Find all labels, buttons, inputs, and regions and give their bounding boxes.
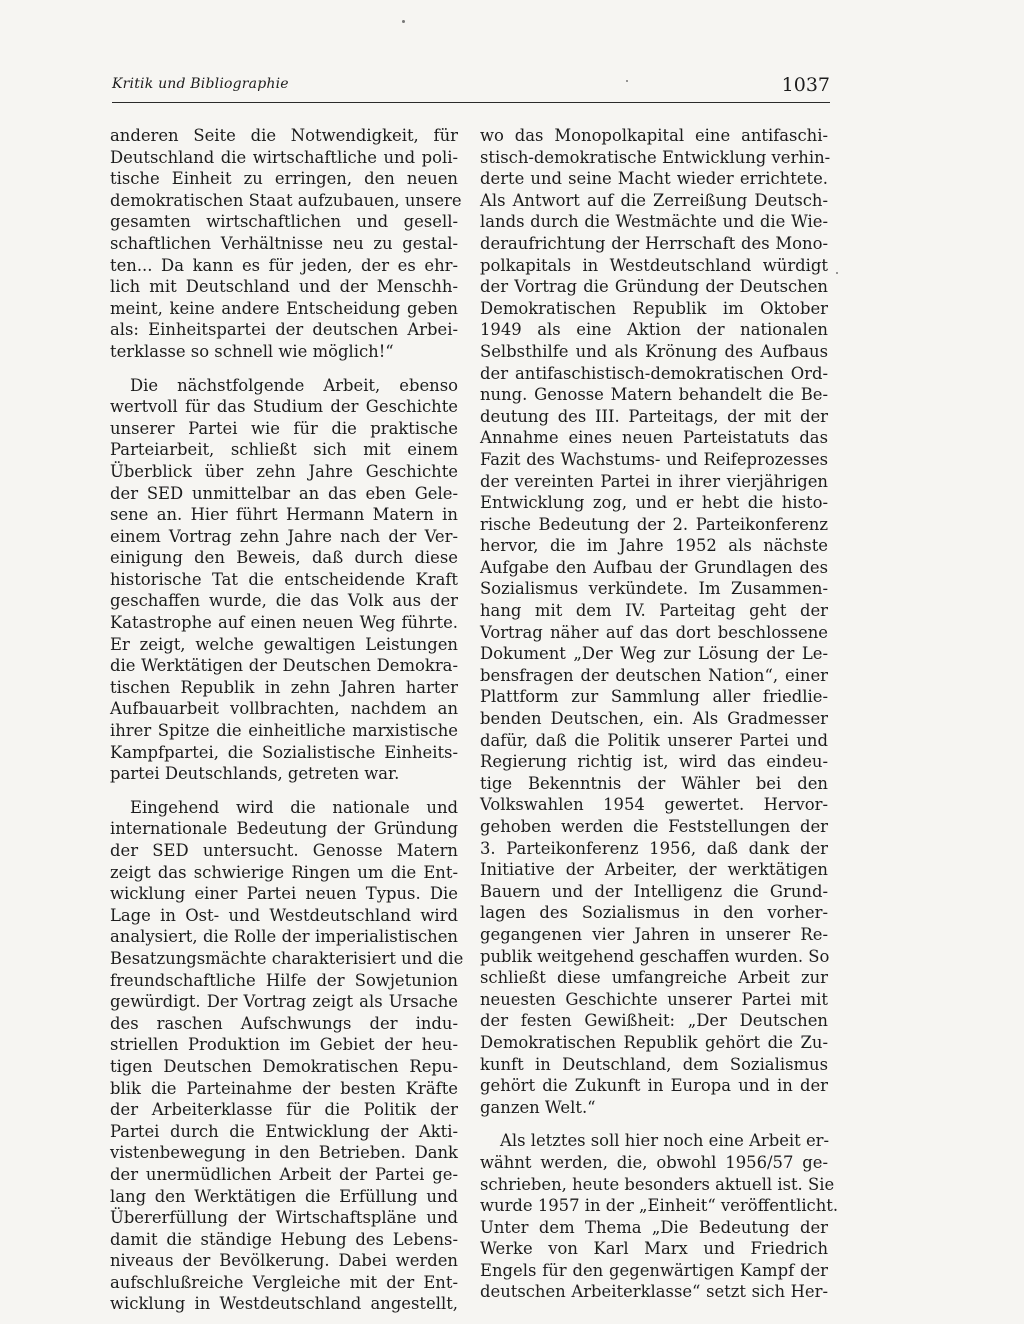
- text-line: gehört die Zukunft in Europa und in der: [480, 1076, 828, 1096]
- running-title: Kritik und Bibliographie: [112, 76, 289, 92]
- text-line: tigen Deutschen Demokratischen Repu-: [110, 1056, 458, 1076]
- text-line: gehoben werden die Feststellungen der: [480, 817, 828, 836]
- text-line: Werke von Karl Marx und Friedrich: [480, 1239, 828, 1259]
- text-line: tige Bekenntnis der Wähler bei den: [480, 773, 828, 793]
- page-number: 1037: [781, 74, 830, 96]
- text-line: internationale Bedeutung der Gründung: [110, 819, 458, 839]
- text-line: Lage in Ost- und Westdeutschland wird: [110, 905, 458, 925]
- text-line: hervor, die im Jahre 1952 als nächste: [480, 536, 828, 556]
- text-line: 3. Parteikonferenz 1956, daß dank der: [480, 838, 828, 858]
- text-line: aufschlußreiche Vergleiche mit der Ent-: [110, 1272, 458, 1292]
- text-line: lich mit Deutschland und der Menschh-: [110, 277, 458, 297]
- text-line: Parteiarbeit, schließt sich mit einem: [110, 440, 458, 460]
- text-line: damit die ständige Hebung des Lebens-: [110, 1229, 458, 1249]
- text-line: Aufbauarbeit vollbrachten, nachdem an: [110, 699, 458, 719]
- text-line: deutschen Arbeiterklasse“ setzt sich Her-: [480, 1282, 828, 1302]
- text-line: blik die Parteinahme der besten Kräfte: [110, 1078, 458, 1098]
- text-line: polkapitals in Westdeutschland würdigt: [480, 255, 828, 275]
- text-line: gewürdigt. Der Vortrag zeigt als Ursache: [110, 992, 458, 1012]
- text-line: der SED unmittelbar an das eben Gele-: [110, 483, 458, 503]
- text-line: geschaffen wurde, die das Volk aus der: [110, 591, 458, 611]
- text-line: meint, keine andere Entscheidung geben: [110, 298, 458, 318]
- text-line: Die nächstfolgende Arbeit, ebenso: [130, 375, 458, 395]
- text-line: nung. Genosse Matern behandelt die Be-: [480, 385, 828, 405]
- text-line: einigung den Beweis, daß durch diese: [110, 548, 458, 568]
- text-line: schaftlichen Verhältnisse neu zu gestal-: [110, 233, 458, 253]
- text-line: der vereinten Partei in ihrer vierjährigen: [480, 471, 828, 491]
- text-line: tische Einheit zu erringen, den neuen: [110, 169, 458, 189]
- text-line: Initiative der Arbeiter, der werktätigen: [480, 860, 828, 880]
- text-line: anderen Seite die Notwendigkeit, für: [110, 126, 458, 145]
- text-line: Vortrag näher auf das dort beschlossene: [480, 622, 828, 642]
- text-line: lands durch die Westmächte und die Wie-: [480, 212, 828, 232]
- text-line: unserer Partei wie für die praktische: [110, 418, 458, 438]
- text-line: Plattform zur Sammlung aller friedlie-: [480, 687, 828, 707]
- text-line: als: Einheitspartei der deutschen Arbei-: [110, 320, 458, 340]
- scan-speck: [836, 272, 838, 274]
- text-line: Demokratischen Republik gehört die Zu-: [480, 1032, 828, 1052]
- text-line: schließt diese umfangreiche Arbeit zur: [480, 968, 828, 988]
- text-line: deutung des III. Parteitags, der mit der: [480, 406, 828, 426]
- text-line: Übererfüllung der Wirtschaftspläne und: [110, 1208, 458, 1228]
- text-line: wo das Monopolkapital eine antifaschi-: [480, 126, 828, 145]
- text-line: gegangenen vier Jahren in unserer Re-: [480, 924, 828, 944]
- paragraph-gap: [110, 785, 458, 797]
- text-line: des raschen Aufschwungs der indu-: [110, 1013, 458, 1033]
- scan-speck: [626, 80, 628, 82]
- text-line: wähnt werden, die, obwohl 1956/57 ge-: [480, 1152, 828, 1172]
- text-line: der unermüdlichen Arbeit der Partei ge-: [110, 1164, 458, 1184]
- paragraph-gap: [110, 363, 458, 375]
- text-line: Als Antwort auf die Zerreißung Deutsch-: [480, 190, 828, 210]
- text-line: vistenbewegung in den Betrieben. Dank: [110, 1143, 458, 1163]
- text-line: Katastrophe auf einen neuen Weg führte.: [110, 613, 458, 633]
- text-line: Aufgabe den Aufbau der Grundlagen des: [480, 557, 828, 577]
- text-line: Fazit des Wachstums- und Reifeprozesses: [480, 449, 828, 469]
- text-line: wertvoll für das Studium der Geschichte: [110, 397, 458, 417]
- text-line: lang den Werktätigen die Erfüllung und: [110, 1186, 458, 1206]
- text-line: hang mit dem IV. Parteitag geht der: [480, 601, 828, 621]
- page-header: [112, 74, 830, 100]
- text-line: bensfragen der deutschen Nation“, einer: [480, 665, 828, 685]
- text-line: Sozialismus verkündete. Im Zusammen-: [480, 579, 828, 599]
- text-line: Überblick über zehn Jahre Geschichte: [110, 461, 458, 481]
- text-line: einem Vortrag zehn Jahre nach der Ver-: [110, 526, 458, 546]
- text-line: zeigt das schwierige Ringen um die Ent-: [110, 862, 458, 882]
- text-line: freundschaftliche Hilfe der Sowjetunion: [110, 970, 458, 990]
- text-line: analysiert, die Rolle der imperialistischen: [110, 927, 458, 947]
- scan-speck: [402, 20, 405, 23]
- text-line: terklasse so schnell wie möglich!“: [110, 341, 394, 361]
- text-line: der festen Gewißheit: „Der Deutschen: [480, 1011, 828, 1031]
- text-line: ganzen Welt.“: [480, 1097, 596, 1117]
- text-line: Demokratischen Republik im Oktober: [480, 298, 828, 318]
- text-column-left: [110, 125, 464, 1315]
- text-line: dafür, daß die Politik unserer Partei und: [480, 730, 828, 750]
- text-line: gesamten wirtschaftlichen und gesell-: [110, 212, 458, 232]
- text-line: sene an. Hier führt Hermann Matern in: [110, 505, 458, 525]
- text-line: Entwicklung zog, und er hebt die histo-: [480, 493, 828, 513]
- text-line: der antifaschistisch-demokratischen Ord-: [480, 363, 828, 383]
- text-line: tischen Republik in zehn Jahren harter: [110, 677, 458, 697]
- text-line: wurde 1957 in der „Einheit“ veröffentlicht.: [480, 1196, 839, 1216]
- text-line: historische Tat die entscheidende Kraft: [110, 569, 458, 589]
- text-line: kunft in Deutschland, dem Sozialismus: [480, 1054, 828, 1074]
- text-line: Regierung richtig ist, wird das eindeu-: [480, 752, 828, 772]
- text-line: neuesten Geschichte unserer Partei mit: [480, 989, 828, 1009]
- text-line: derte und seine Macht wieder errichtete.: [480, 169, 828, 189]
- text-line: striellen Produktion im Gebiet der heu-: [110, 1035, 458, 1055]
- text-line: Besatzungsmächte charakterisiert und die: [110, 948, 464, 968]
- text-line: 1949 als eine Aktion der nationalen: [480, 320, 828, 340]
- text-line: niveaus der Bevölkerung. Dabei werden: [110, 1251, 458, 1271]
- text-line: Volkswahlen 1954 gewertet. Hervor-: [480, 795, 828, 815]
- text-line: partei Deutschlands, getreten war.: [110, 764, 400, 784]
- text-line: Als letztes soll hier noch eine Arbeit er-: [500, 1131, 830, 1151]
- text-line: der Arbeiterklasse für die Politik der: [110, 1100, 458, 1120]
- text-line: publik weitgehend geschaffen wurden. So: [480, 946, 830, 966]
- text-line: Kampfpartei, die Sozialistische Einheits-: [110, 742, 458, 762]
- text-line: deraufrichtung der Herrschaft des Mono-: [480, 233, 828, 253]
- text-line: Partei durch die Entwicklung der Akti-: [110, 1121, 458, 1141]
- text-line: Dokument „Der Weg zur Lösung der Le-: [480, 644, 828, 664]
- text-line: Annahme eines neuen Parteistatuts das: [480, 428, 828, 448]
- text-line: Bauern und der Intelligenz die Grund-: [480, 881, 828, 901]
- text-line: demokratischen Staat aufzubauen, unsere: [110, 190, 462, 210]
- text-line: Selbsthilfe und als Krönung des Aufbaus: [480, 341, 828, 361]
- text-line: der SED untersucht. Genosse Matern: [110, 841, 458, 860]
- text-line: benden Deutschen, ein. Als Gradmesser: [480, 709, 828, 729]
- text-line: der Vortrag die Gründung der Deutschen: [480, 277, 828, 297]
- text-line: Er zeigt, welche gewaltigen Leistungen: [110, 634, 458, 654]
- text-line: Engels für den gegenwärtigen Kampf der: [480, 1260, 828, 1280]
- text-line: schrieben, heute besonders aktuell ist. Sie: [480, 1174, 835, 1194]
- text-line: Unter dem Thema „Die Bedeutung der: [480, 1217, 828, 1237]
- text-line: lagen des Sozialismus in den vorher-: [480, 903, 828, 923]
- text-line: stisch-demokratische Entwicklung verhin-: [480, 147, 831, 167]
- text-line: wicklung einer Partei neuen Typus. Die: [110, 884, 458, 904]
- paragraph-gap: [480, 1118, 828, 1130]
- text-column-right: [480, 125, 839, 1303]
- text-line: Deutschland die wirtschaftliche und poli-: [110, 147, 458, 167]
- text-line: rische Bedeutung der 2. Parteikonferenz: [480, 514, 828, 534]
- text-line: die Werktätigen der Deutschen Demokra-: [110, 656, 458, 676]
- text-line: wicklung in Westdeutschland angestellt,: [110, 1294, 458, 1314]
- header-rule: [112, 102, 830, 103]
- text-line: ihrer Spitze die einheitliche marxistische: [110, 721, 458, 741]
- text-line: Eingehend wird die nationale und: [130, 797, 458, 817]
- text-line: ten... Da kann es für jeden, der es ehr-: [110, 255, 458, 275]
